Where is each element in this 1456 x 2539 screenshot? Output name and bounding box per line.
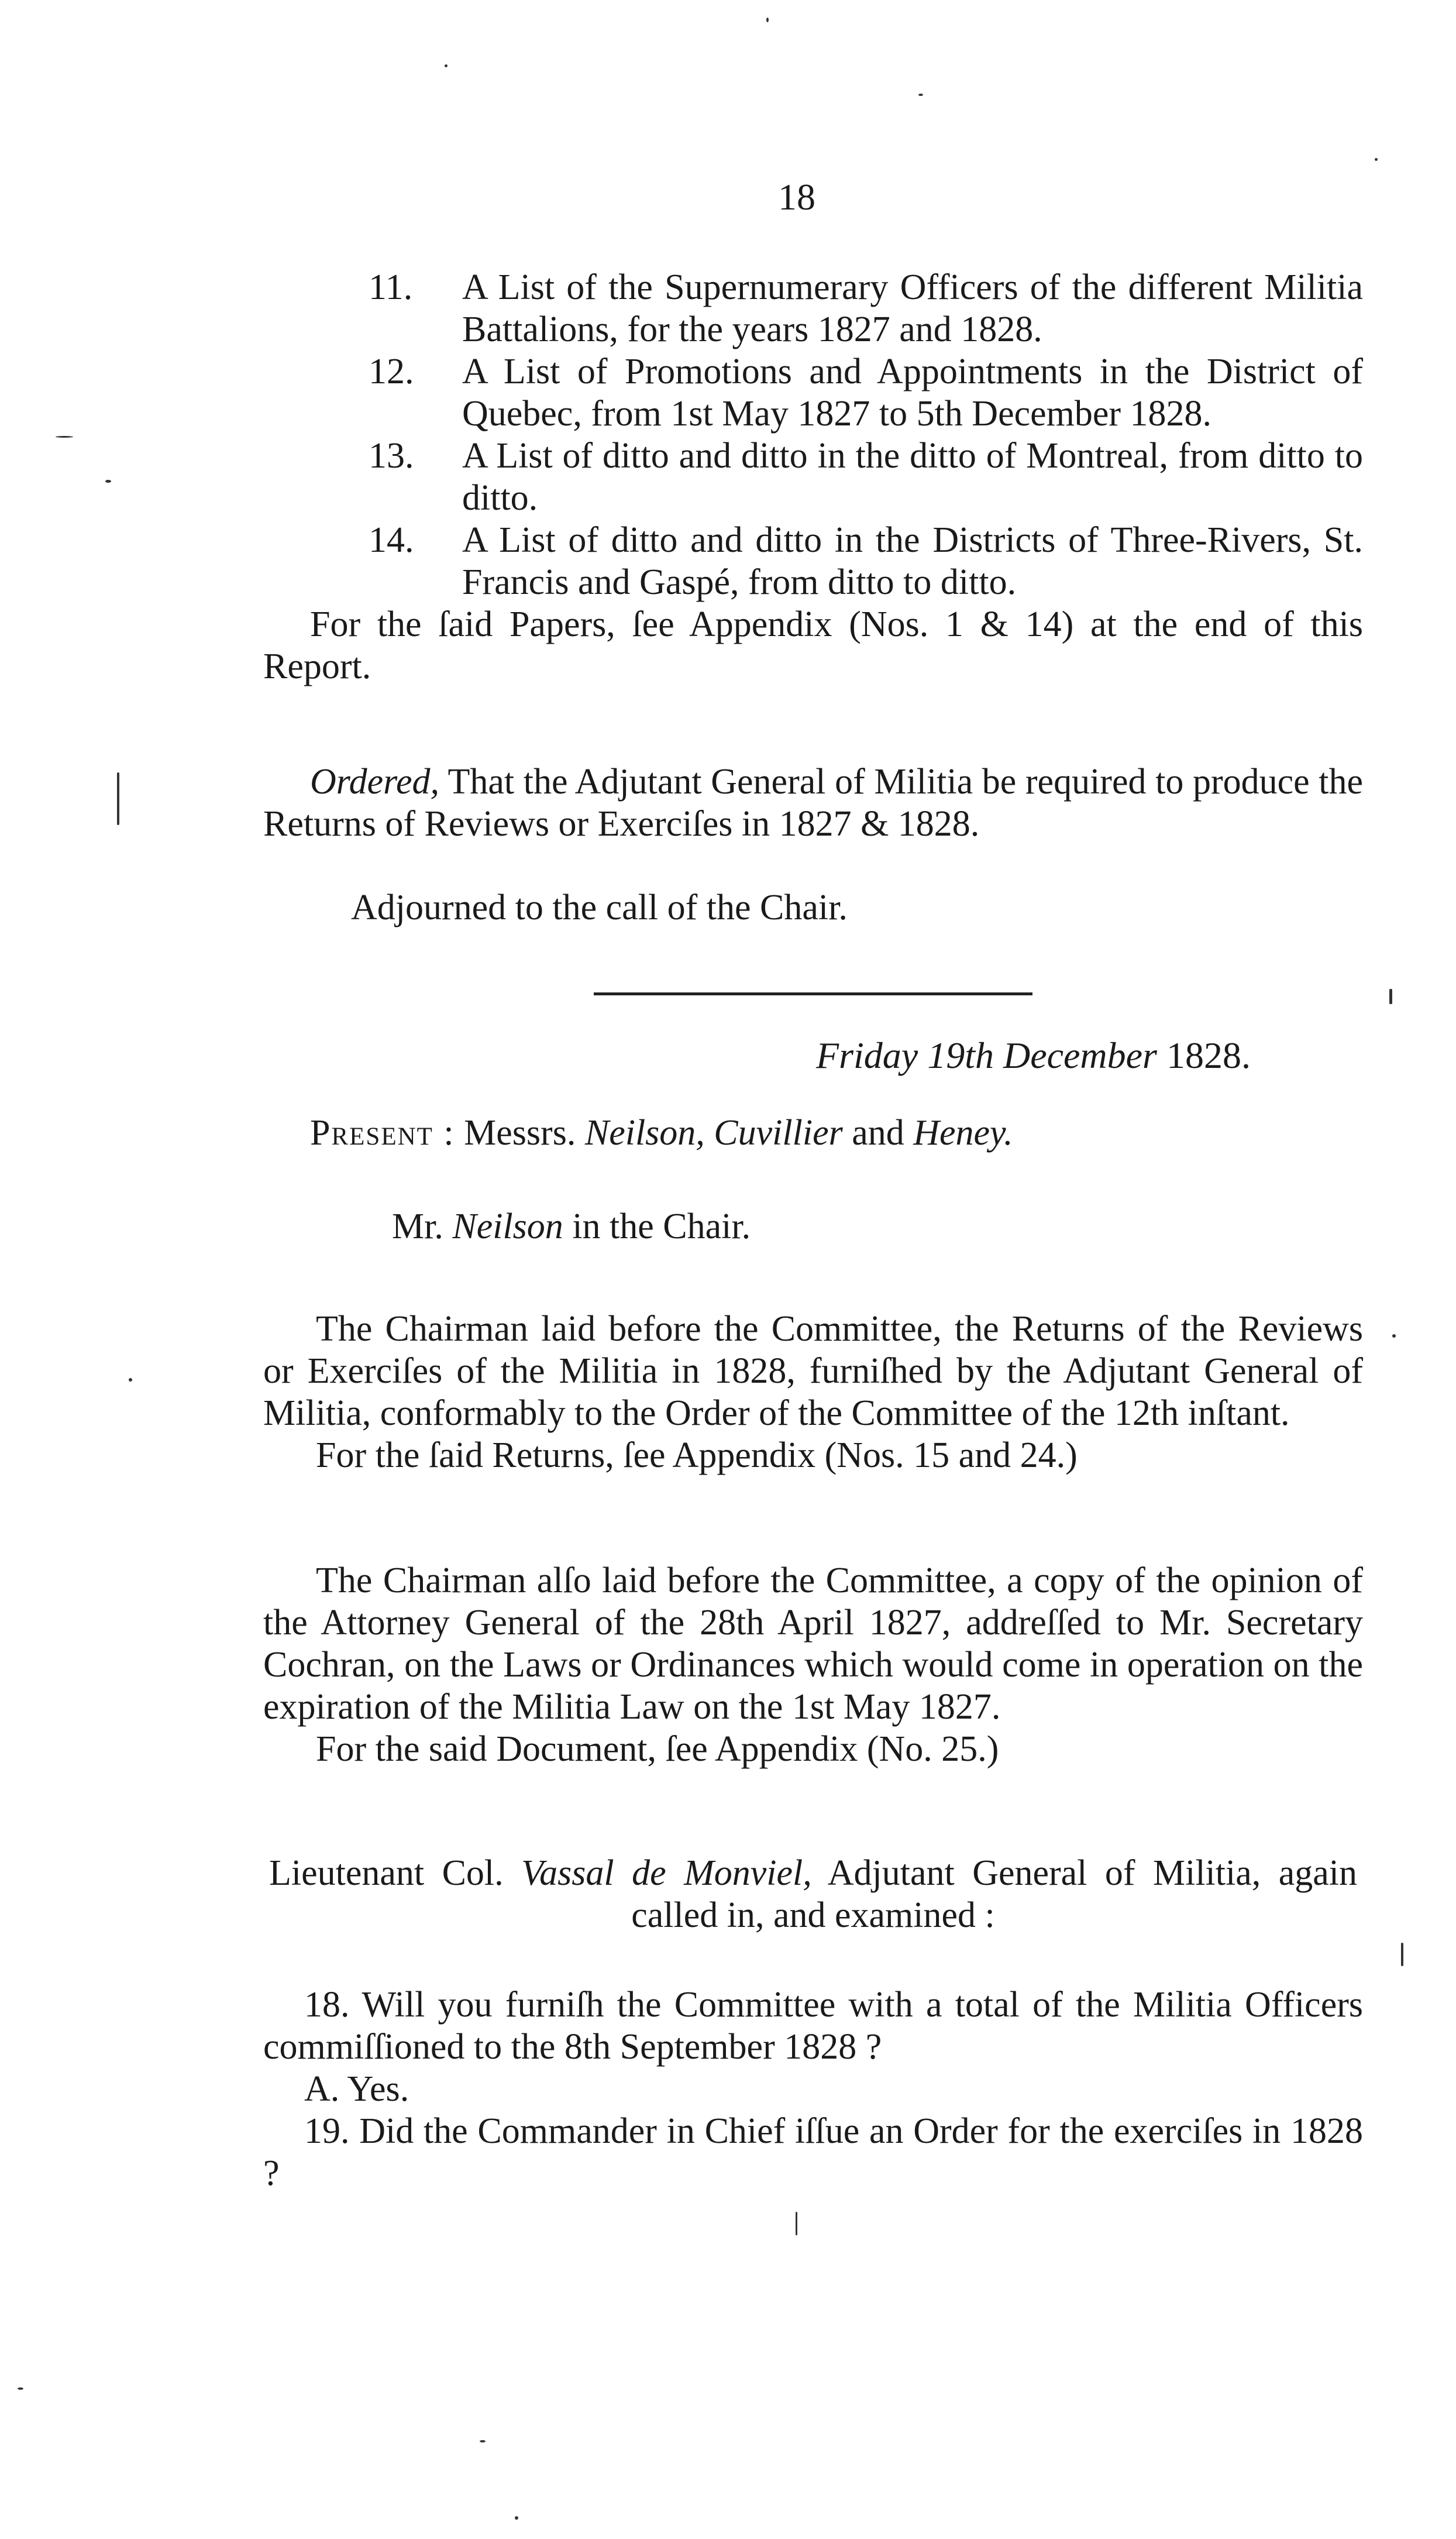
adjourned-text: Adjourned to the call of the Chair. xyxy=(351,888,848,927)
witness-name: Vassal de Monviel, xyxy=(521,1853,812,1893)
ordered-paragraph xyxy=(263,761,1363,845)
scan-speck xyxy=(1375,158,1378,161)
witness-prefix: Lieutenant Col. xyxy=(269,1853,522,1893)
scan-speck xyxy=(56,436,73,438)
member-name: Heney. xyxy=(913,1113,1013,1153)
page-number: 18 xyxy=(778,176,815,218)
list-item-number: 14. xyxy=(369,520,414,560)
witness-entry xyxy=(263,1852,1363,1936)
returns-text: The Chairman laid before the Committee, the Returns of the Reviews or Exerciſes of the Militia in 1828, furniſhed by the Adjutant General of Militia, conformably to the Order of the Committee of the 12th inſtant. xyxy=(263,1309,1363,1433)
returns-paragraph xyxy=(263,1308,1363,1476)
chair-suffix: in the Chair. xyxy=(563,1207,751,1246)
returns-note: For the ſaid Returns, ſee Appendix (Nos. 15 and 24.) xyxy=(316,1435,1078,1475)
list-item xyxy=(263,519,1363,603)
witness-suffix: Adjutant General of Militia, again called in, and examined : xyxy=(631,1853,1357,1935)
list-item-text: A List of the Supernumerary Officers of the different Militia Battalions, for the years 1827 and 1828. xyxy=(462,267,1363,349)
list-item-text: A List of ditto and ditto in the ditto of Montreal, from ditto to ditto. xyxy=(462,436,1363,518)
scan-speck xyxy=(105,480,111,483)
list-item-text: A List of Promotions and Appointments in the District of Quebec, from 1st May 1827 to 5th December 1828. xyxy=(462,352,1363,434)
list-item-text: A List of ditto and ditto in the Districts of Three-Rivers, St. Francis and Gaspé, from ditto to ditto. xyxy=(462,520,1363,602)
answer-18: A. Yes. xyxy=(304,2069,409,2109)
member-name: Neilson, xyxy=(584,1113,705,1153)
scan-speck xyxy=(766,18,769,22)
scan-speck xyxy=(480,2440,486,2442)
adjourned-line xyxy=(263,887,1363,929)
papers-note: For the ſaid Papers, ſee Appendix (Nos. 1 & 14) at the end of this Report. xyxy=(263,604,1363,686)
sitting-date xyxy=(816,1035,1251,1077)
list-item-number: 13. xyxy=(369,436,414,476)
list-item xyxy=(263,266,1363,351)
list-item xyxy=(263,435,1363,519)
scan-speck xyxy=(796,2212,797,2235)
scan-speck xyxy=(1392,1334,1396,1338)
sitting-day: Friday 19th December xyxy=(816,1035,1157,1076)
chair-line xyxy=(392,1205,751,1248)
scan-speck xyxy=(18,2387,23,2390)
scan-speck xyxy=(117,772,119,825)
section-divider xyxy=(594,992,1032,995)
list-item-number: 12. xyxy=(369,352,414,391)
chair-prefix: Mr. xyxy=(392,1207,453,1246)
present-prefix: Messrs. xyxy=(455,1113,585,1153)
list-item-number: 11. xyxy=(369,267,413,307)
opinion-text: The Chairman alſo laid before the Committee, a copy of the opinion of the Attorney General of the 28th April 1827, addreſſed to Mr. Secretary Cochran, on the Laws or Ordinances which would come in operation on the expiration of the Militia Law on the 1st May 1827. xyxy=(263,1561,1363,1727)
present-members xyxy=(310,1112,1013,1154)
scan-speck xyxy=(445,64,448,67)
list-item xyxy=(263,351,1363,435)
present-label: Present : xyxy=(310,1113,455,1153)
papers-list xyxy=(263,266,1363,688)
sitting-year: 1828. xyxy=(1156,1035,1251,1076)
scan-speck xyxy=(515,2516,518,2520)
chair-name: Neilson xyxy=(452,1207,563,1246)
scan-speck xyxy=(918,94,923,96)
ordered-text: That the Adjutant General of Militia be required to produce the Returns of Reviews or Exerciſes in 1827 & 1828. xyxy=(263,762,1363,844)
document-note: For the said Document, ſee Appendix (No. 25.) xyxy=(316,1729,999,1769)
ordered-lead: Ordered, xyxy=(310,762,439,802)
scan-speck xyxy=(1401,1943,1403,1966)
present-and: and xyxy=(842,1113,914,1153)
member-name: Cuvillier xyxy=(714,1113,843,1153)
question-19: 19. Did the Commander in Chief iſſue an Order for the exerciſes in 1828 ? xyxy=(263,2111,1363,2193)
scan-speck xyxy=(1389,989,1392,1004)
examination xyxy=(263,1984,1363,2194)
opinion-paragraph xyxy=(263,1559,1363,1770)
scan-speck xyxy=(129,1378,132,1382)
question-18: 18. Will you furniſh the Committee with a total of the Militia Officers commiſſioned to the 8th September 1828 ? xyxy=(263,1985,1363,2067)
